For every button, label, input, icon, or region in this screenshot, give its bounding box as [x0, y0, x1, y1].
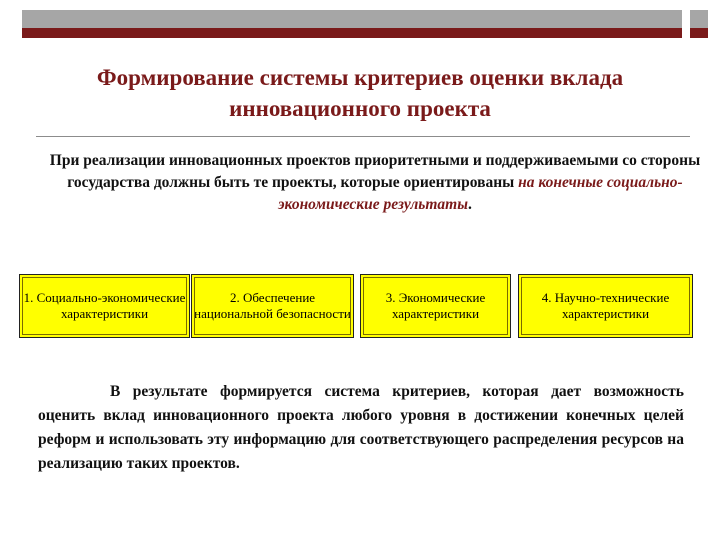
header-square-gray	[690, 10, 708, 28]
intro-paragraph	[40, 150, 710, 216]
conclusion-paragraph	[38, 380, 684, 476]
intro-text: При реализации инновационных проектов приоритетными и поддерживаемыми со стороны государства должны быть те проекты, которые ориентированы	[49, 152, 701, 191]
title-divider	[36, 136, 690, 137]
criteria-label: 2. Обеспечение национальной безопасности	[194, 290, 351, 321]
header-bar-red	[22, 28, 682, 38]
criteria-box-scientific	[518, 274, 693, 338]
criteria-label: 4. Научно-технические характеристики	[541, 290, 670, 321]
slide-title: Формирование системы критериев оценки вклада инновационного проекта	[96, 65, 624, 121]
intro-accent-text: на конечные социально-экономические результаты	[278, 174, 683, 213]
intro-end: .	[468, 196, 472, 213]
criteria-box-security	[191, 274, 354, 338]
criteria-box-socioeconomic	[19, 274, 190, 338]
criteria-label: 3. Экономические характеристики	[385, 290, 486, 321]
criteria-label: 1. Социально-экономические характеристики	[23, 290, 186, 321]
header-square-red	[690, 28, 708, 38]
header-bar-gray	[22, 10, 682, 28]
conclusion-text: В результате формируется система критериев, которая дает возможность оценить вклад инновационного проекта любого уровня в достижении конечных целей реформ и использовать эту информацию для соответствующего распределения ресурсов на реализацию таких проектов.	[38, 383, 684, 472]
criteria-box-economic	[360, 274, 511, 338]
